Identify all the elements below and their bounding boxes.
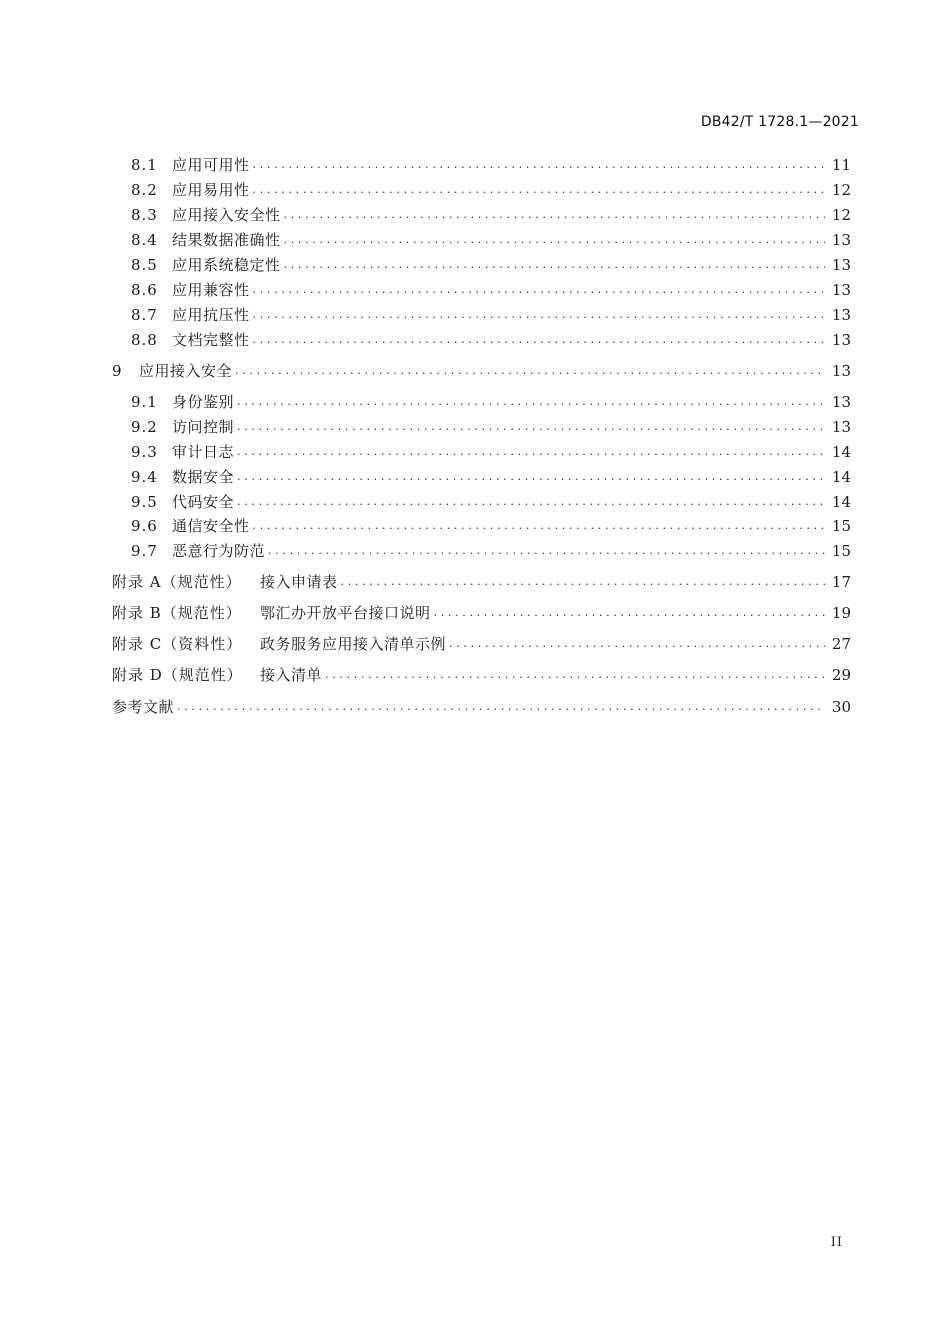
dot-leader [253, 516, 825, 536]
toc-title: 代码安全 [172, 493, 235, 511]
dot-leader [449, 634, 825, 654]
toc-number: 8.2 [131, 181, 158, 199]
dot-leader [253, 155, 825, 175]
toc-number: 8.6 [131, 281, 158, 299]
toc-page: 13 [831, 306, 851, 324]
toc-title: 身份鉴别 [172, 393, 235, 411]
dot-leader [237, 467, 825, 487]
toc-title: 数据安全 [172, 468, 235, 486]
toc-title: 结果数据准确性 [172, 231, 281, 249]
toc-title: 访问控制 [172, 418, 235, 436]
toc-title: 接入申请表 [260, 573, 338, 591]
dot-leader [235, 361, 825, 381]
toc-title: 应用抗压性 [172, 306, 250, 324]
toc-number: 9.5 [131, 493, 158, 511]
dot-leader [284, 255, 825, 275]
toc-page: 27 [831, 635, 851, 653]
toc-entry-references[interactable] [112, 697, 851, 717]
toc-number: 9.1 [131, 393, 158, 411]
toc-page: 13 [831, 281, 851, 299]
toc-entry-9-2[interactable] [131, 417, 851, 437]
dot-leader [253, 280, 825, 300]
toc-page: 30 [831, 698, 851, 716]
toc-entry-8-2[interactable] [131, 180, 851, 200]
toc-entry-9-5[interactable] [131, 492, 851, 512]
toc-page: 12 [831, 206, 851, 224]
toc-page: 13 [831, 256, 851, 274]
toc-entry-appendix-a[interactable] [112, 572, 851, 592]
dot-leader [253, 180, 825, 200]
dot-leader [325, 665, 825, 685]
dot-leader [237, 442, 825, 462]
toc-entry-appendix-b[interactable] [112, 603, 851, 623]
toc-number: 8.3 [131, 206, 158, 224]
dot-leader [268, 541, 825, 561]
toc-page: 17 [831, 573, 851, 591]
toc-title: 应用易用性 [172, 181, 250, 199]
toc-title: 通信安全性 [172, 517, 250, 535]
toc-number: 9.4 [131, 468, 158, 486]
toc-number: 9.6 [131, 517, 158, 535]
toc-entry-9-1[interactable] [131, 392, 851, 412]
toc-page: 13 [831, 331, 851, 349]
toc-entry-8-3[interactable] [131, 205, 851, 225]
toc-entry-9[interactable] [112, 361, 851, 381]
toc-title: 应用系统稳定性 [172, 256, 281, 274]
document-code: DB42/T 1728.1—2021 [700, 114, 859, 130]
toc-page: 13 [831, 362, 851, 380]
toc-title: 恶意行为防范 [172, 542, 266, 560]
toc-number: 8.1 [131, 156, 158, 174]
toc-page: 29 [831, 666, 851, 684]
toc-page: 19 [831, 604, 851, 622]
toc-page: 13 [831, 418, 851, 436]
toc-entry-9-6[interactable] [131, 516, 851, 536]
toc-page: 14 [831, 493, 851, 511]
toc-entry-9-4[interactable] [131, 467, 851, 487]
toc-page: 14 [831, 468, 851, 486]
toc-title: 鄂汇办开放平台接口说明 [260, 604, 431, 622]
dot-leader [284, 230, 825, 250]
toc-number: 9.3 [131, 443, 158, 461]
page-number: II [830, 1235, 843, 1250]
toc-title: 应用接入安全性 [172, 206, 281, 224]
toc-number: 8.4 [131, 231, 158, 249]
toc-page: 13 [831, 231, 851, 249]
toc-number: 9 [112, 362, 123, 380]
toc-title: 应用兼容性 [172, 281, 250, 299]
toc-title: 接入清单 [260, 666, 323, 684]
toc-title: 文档完整性 [172, 331, 250, 349]
dot-leader [434, 603, 825, 623]
toc-number: 附录 A（规范性） [112, 573, 242, 591]
toc-entry-appendix-c[interactable] [112, 634, 851, 654]
toc-title: 参考文献 [112, 698, 175, 716]
toc-page: 11 [831, 156, 851, 174]
toc-entry-8-4[interactable] [131, 230, 851, 250]
toc-number: 附录 B（规范性） [112, 604, 242, 622]
toc-number: 8.5 [131, 256, 158, 274]
toc-page: 14 [831, 443, 851, 461]
dot-leader [284, 205, 825, 225]
toc-page: 13 [831, 393, 851, 411]
toc-entry-8-5[interactable] [131, 255, 851, 275]
dot-leader [253, 305, 825, 325]
toc-number: 8.8 [131, 331, 158, 349]
dot-leader [237, 392, 825, 412]
toc-title: 应用接入安全 [139, 362, 233, 380]
toc-number: 9.2 [131, 418, 158, 436]
dot-leader [237, 492, 825, 512]
toc-entry-8-7[interactable] [131, 305, 851, 325]
toc-page: 15 [831, 542, 851, 560]
dot-leader [253, 330, 825, 350]
dot-leader [341, 572, 825, 592]
toc-title: 政务服务应用接入清单示例 [260, 635, 447, 653]
toc-number: 附录 D（规范性） [112, 666, 243, 684]
toc-entry-9-3[interactable] [131, 442, 851, 462]
toc-number: 8.7 [131, 306, 158, 324]
toc-page: 12 [831, 181, 851, 199]
toc-number: 9.7 [131, 542, 158, 560]
toc-entry-8-6[interactable] [131, 280, 851, 300]
toc-entry-9-7[interactable] [131, 541, 851, 561]
toc-entry-8-1[interactable] [131, 155, 851, 175]
toc-entry-appendix-d[interactable] [112, 665, 851, 685]
dot-leader [237, 417, 825, 437]
toc-entry-8-8[interactable] [131, 330, 851, 350]
toc-title: 应用可用性 [172, 156, 250, 174]
dot-leader [177, 697, 825, 717]
toc-number: 附录 C（资料性） [112, 635, 243, 653]
toc-title: 审计日志 [172, 443, 235, 461]
toc-page: 15 [831, 517, 851, 535]
